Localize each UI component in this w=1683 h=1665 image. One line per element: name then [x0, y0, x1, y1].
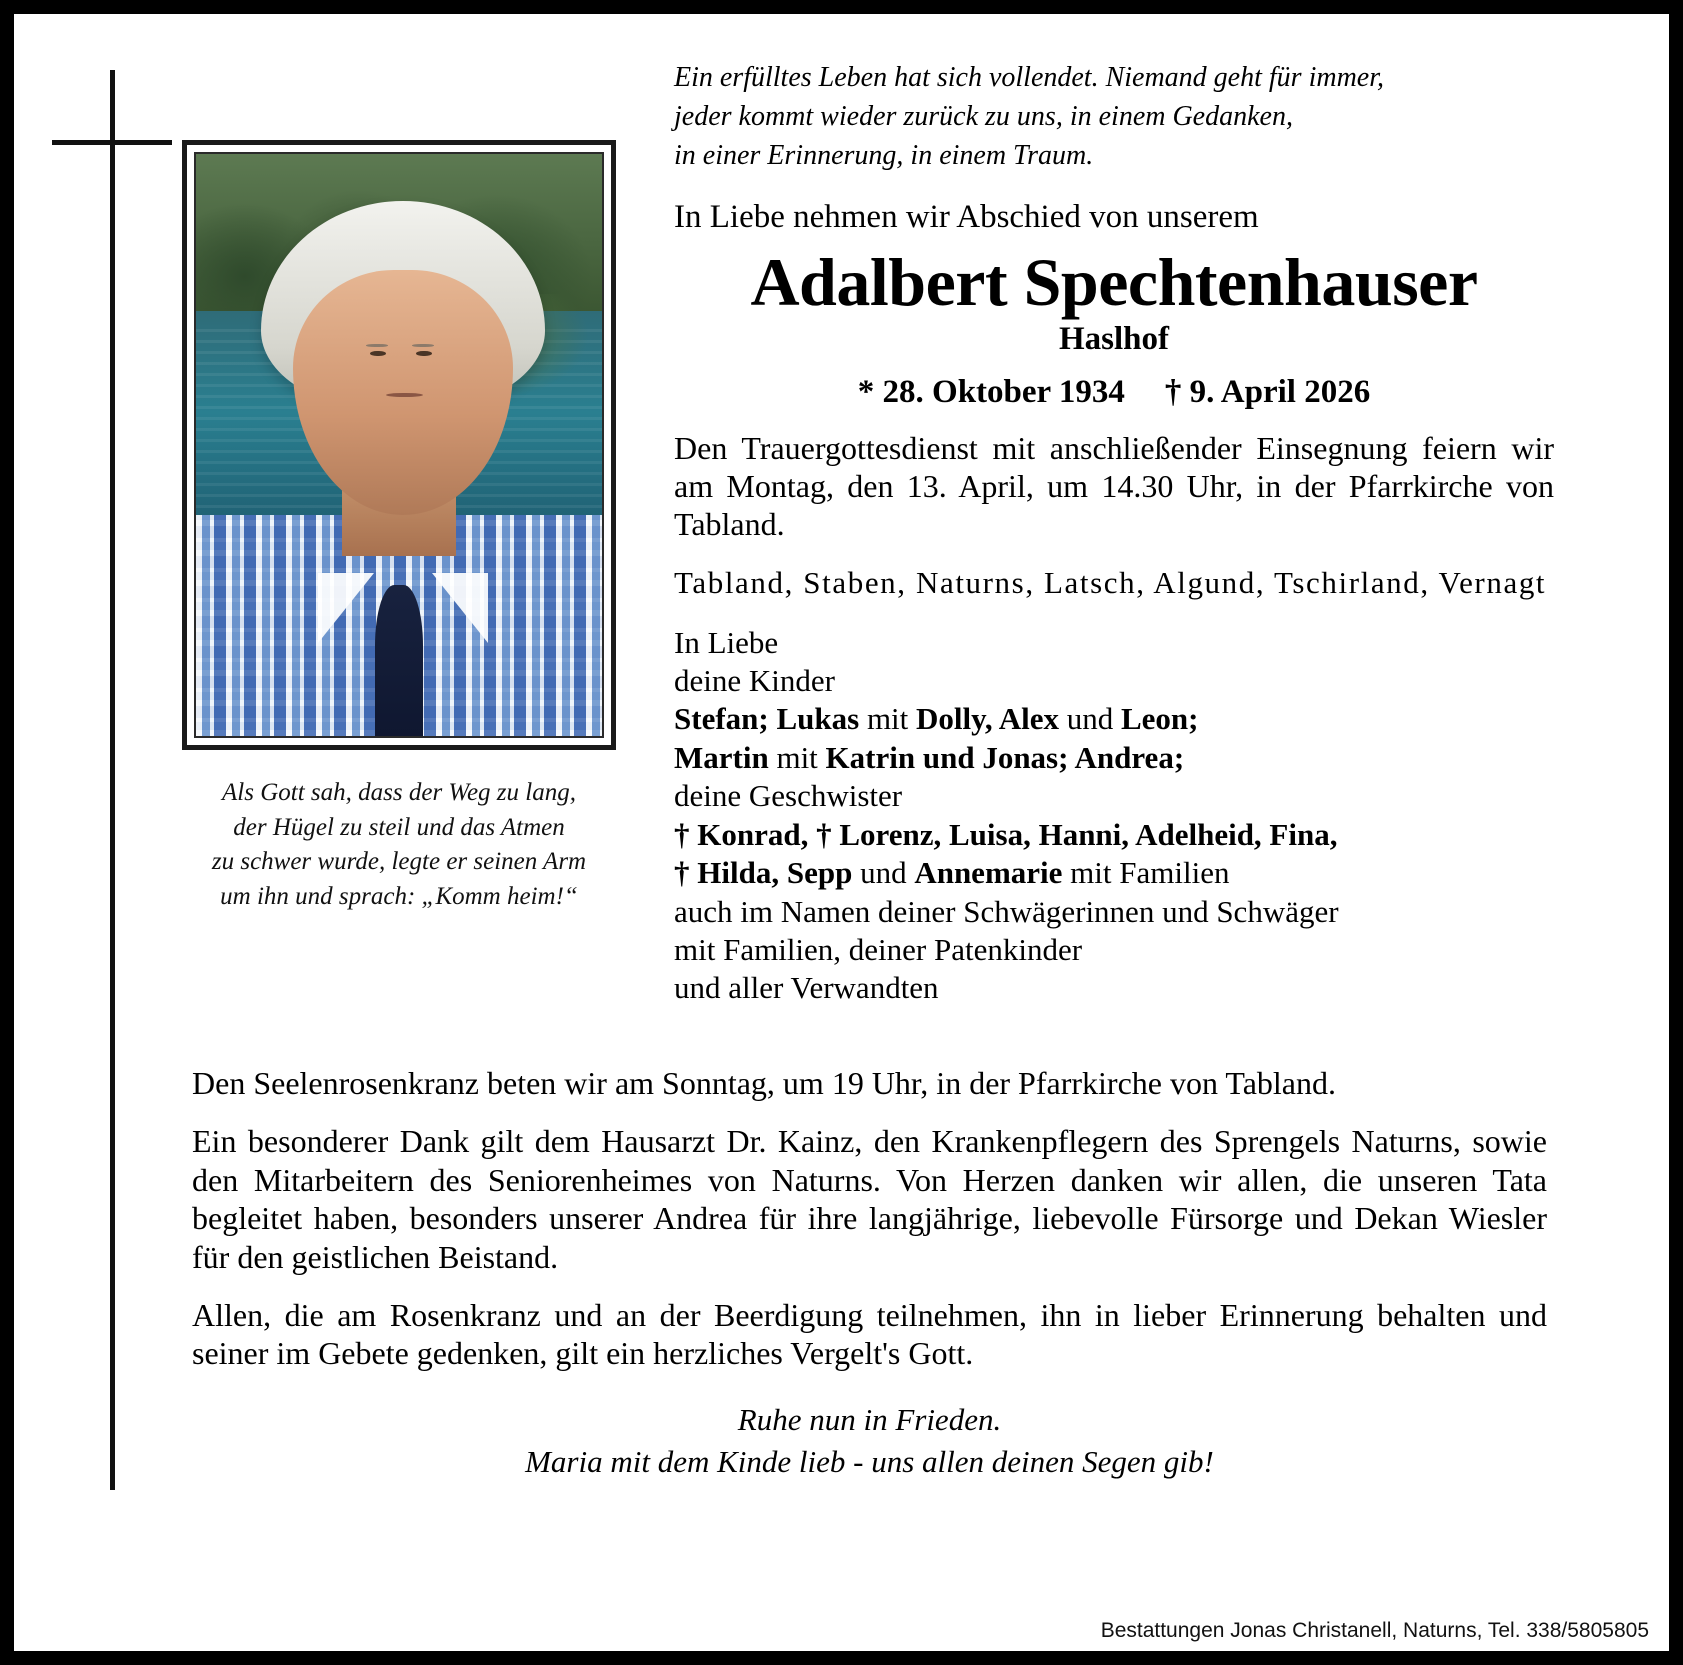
farewell-lead-line: In Liebe nehmen wir Abschied von unserem [674, 198, 1259, 235]
photo-caption-line-2: der Hügel zu steil und das Atmen [233, 813, 565, 841]
siblings-tail: mit Familien [1062, 855, 1230, 891]
siblings-conn-und: und [852, 855, 915, 891]
cross-icon-horizontal-bar [52, 140, 172, 145]
children-conn-und-1: und [1058, 701, 1121, 737]
photo-eyebrow-left [366, 344, 388, 347]
siblings-names-c: Annemarie [914, 855, 1063, 891]
places-list: Tabland, Staben, Naturns, Latsch, Algund, Tschirland, Vernagt [674, 564, 1547, 600]
siblings-names-a: † Konrad, † Lorenz, Luisa, Hanni, Adelheid, Fina, [674, 816, 1338, 852]
birth-date: * 28. Oktober 1934 [857, 373, 1125, 410]
photo-eyebrow-right [412, 344, 434, 347]
family-extra-line-2: mit Familien, deiner Patenkinder [674, 932, 1083, 968]
bottom-text-block [192, 1064, 1547, 1482]
family-children-line-1 [674, 700, 1554, 738]
opening-verse-line-2: jeder kommt wieder zurück zu uns, in einem Gedanken, [674, 101, 1293, 133]
photo-caption-line-3: zu schwer wurde, legte er seinen Arm [211, 848, 587, 875]
family-extra-line-3: und aller Verwandten [674, 970, 939, 1006]
opening-verse-line-1: Ein erfülltes Leben hat sich vollendet. Niemand geht für immer, [674, 62, 1385, 93]
closing-verse [192, 1399, 1547, 1483]
photo-caption-line-4: um ihn und sprach: „Komm heim!“ [220, 882, 578, 910]
opening-verse-line-3: in einer Erinnerung, in einem Traum. [674, 140, 1094, 172]
death-date: † 9. April 2026 [1164, 373, 1371, 410]
deceased-name: Adalbert Spechtenhauser [750, 244, 1478, 321]
children-names-c: Leon; [1120, 701, 1199, 737]
participation-paragraph: Allen, die am Rosenkranz und an der Beerdigung teilnehmen, ihn in lieber Erinnerung behalten und seiner im Gebete gedenken, gilt ein herzliches Vergelt's Gott. [192, 1296, 1547, 1372]
funeral-service-text: Den Trauergottesdienst mit anschließender Einsegnung feiern wir am Montag, den 13. April, um 14.30 Uhr, in der Pfarrkirche von Tabland. [674, 429, 1554, 543]
photo-collar-left [318, 573, 374, 643]
photo-mouth [386, 393, 423, 397]
family-children-line-2 [674, 739, 1554, 777]
cross-icon-vertical-bar [110, 70, 115, 1490]
family-extra-line-1: auch im Namen deiner Schwägerinnen und Schwäger [674, 893, 1339, 929]
family-children-label: deine Kinder [674, 662, 835, 698]
closing-verse-line-2: Maria mit dem Kinde lieb - uns allen deinen Segen gib! [525, 1443, 1214, 1479]
photo-eye-left [370, 351, 385, 356]
deceased-house-name: Haslhof [1058, 320, 1170, 357]
closing-verse-line-1: Ruhe nun in Frieden. [737, 1401, 1002, 1437]
portrait-photo [194, 152, 604, 738]
photo-shirt-placket [375, 585, 424, 736]
photo-caption-verse [182, 776, 616, 914]
thanks-paragraph: Ein besonderer Dank gilt dem Hausarzt Dr. Kainz, den Krankenpflegern des Sprengels Naturns, sowie den Mitarbeitern des Seniorenheimes von Naturns. Von Herzen danken wir allen, die unseren Tata begleitet haben, besonders unserer Andrea für ihre langjährige, liebevolle Fürsorge und Dekan Wiesler für den geistlichen Beistand. [192, 1123, 1547, 1275]
main-text-column [674, 58, 1554, 1008]
funeral-home-credit: Bestattungen Jonas Christanell, Naturns, Tel. 338/5805805 [1100, 1619, 1649, 1642]
children-conn-mit-1: mit [859, 701, 917, 737]
portrait-column [182, 140, 626, 914]
photo-eye-right [416, 351, 431, 356]
photo-collar-right [432, 573, 488, 643]
photo-caption-line-1: Als Gott sah, dass der Weg zu lang, [222, 779, 576, 806]
siblings-names-b: † Hilda, Sepp [674, 855, 853, 891]
portrait-frame [182, 140, 616, 750]
children-names-a: Stefan; Lukas [674, 701, 860, 737]
family-siblings-line-1 [674, 816, 1554, 854]
family-siblings-label: deine Geschwister [674, 778, 903, 814]
children-names-b: Dolly, Alex [916, 701, 1059, 737]
notice-inner [14, 14, 1669, 1651]
rosary-paragraph: Den Seelenrosenkranz beten wir am Sonntag, um 19 Uhr, in der Pfarrkirche von Tabland. [192, 1065, 1336, 1101]
family-in-liebe: In Liebe [674, 624, 779, 660]
children-names-d: Martin [674, 739, 769, 775]
opening-verse [674, 58, 1554, 176]
family-block [674, 624, 1554, 1008]
family-siblings-line-2 [674, 854, 1554, 892]
children-conn-mit-2: mit [768, 739, 826, 775]
children-names-e: Katrin und Jonas; Andrea; [825, 739, 1185, 775]
life-dates [674, 374, 1554, 411]
